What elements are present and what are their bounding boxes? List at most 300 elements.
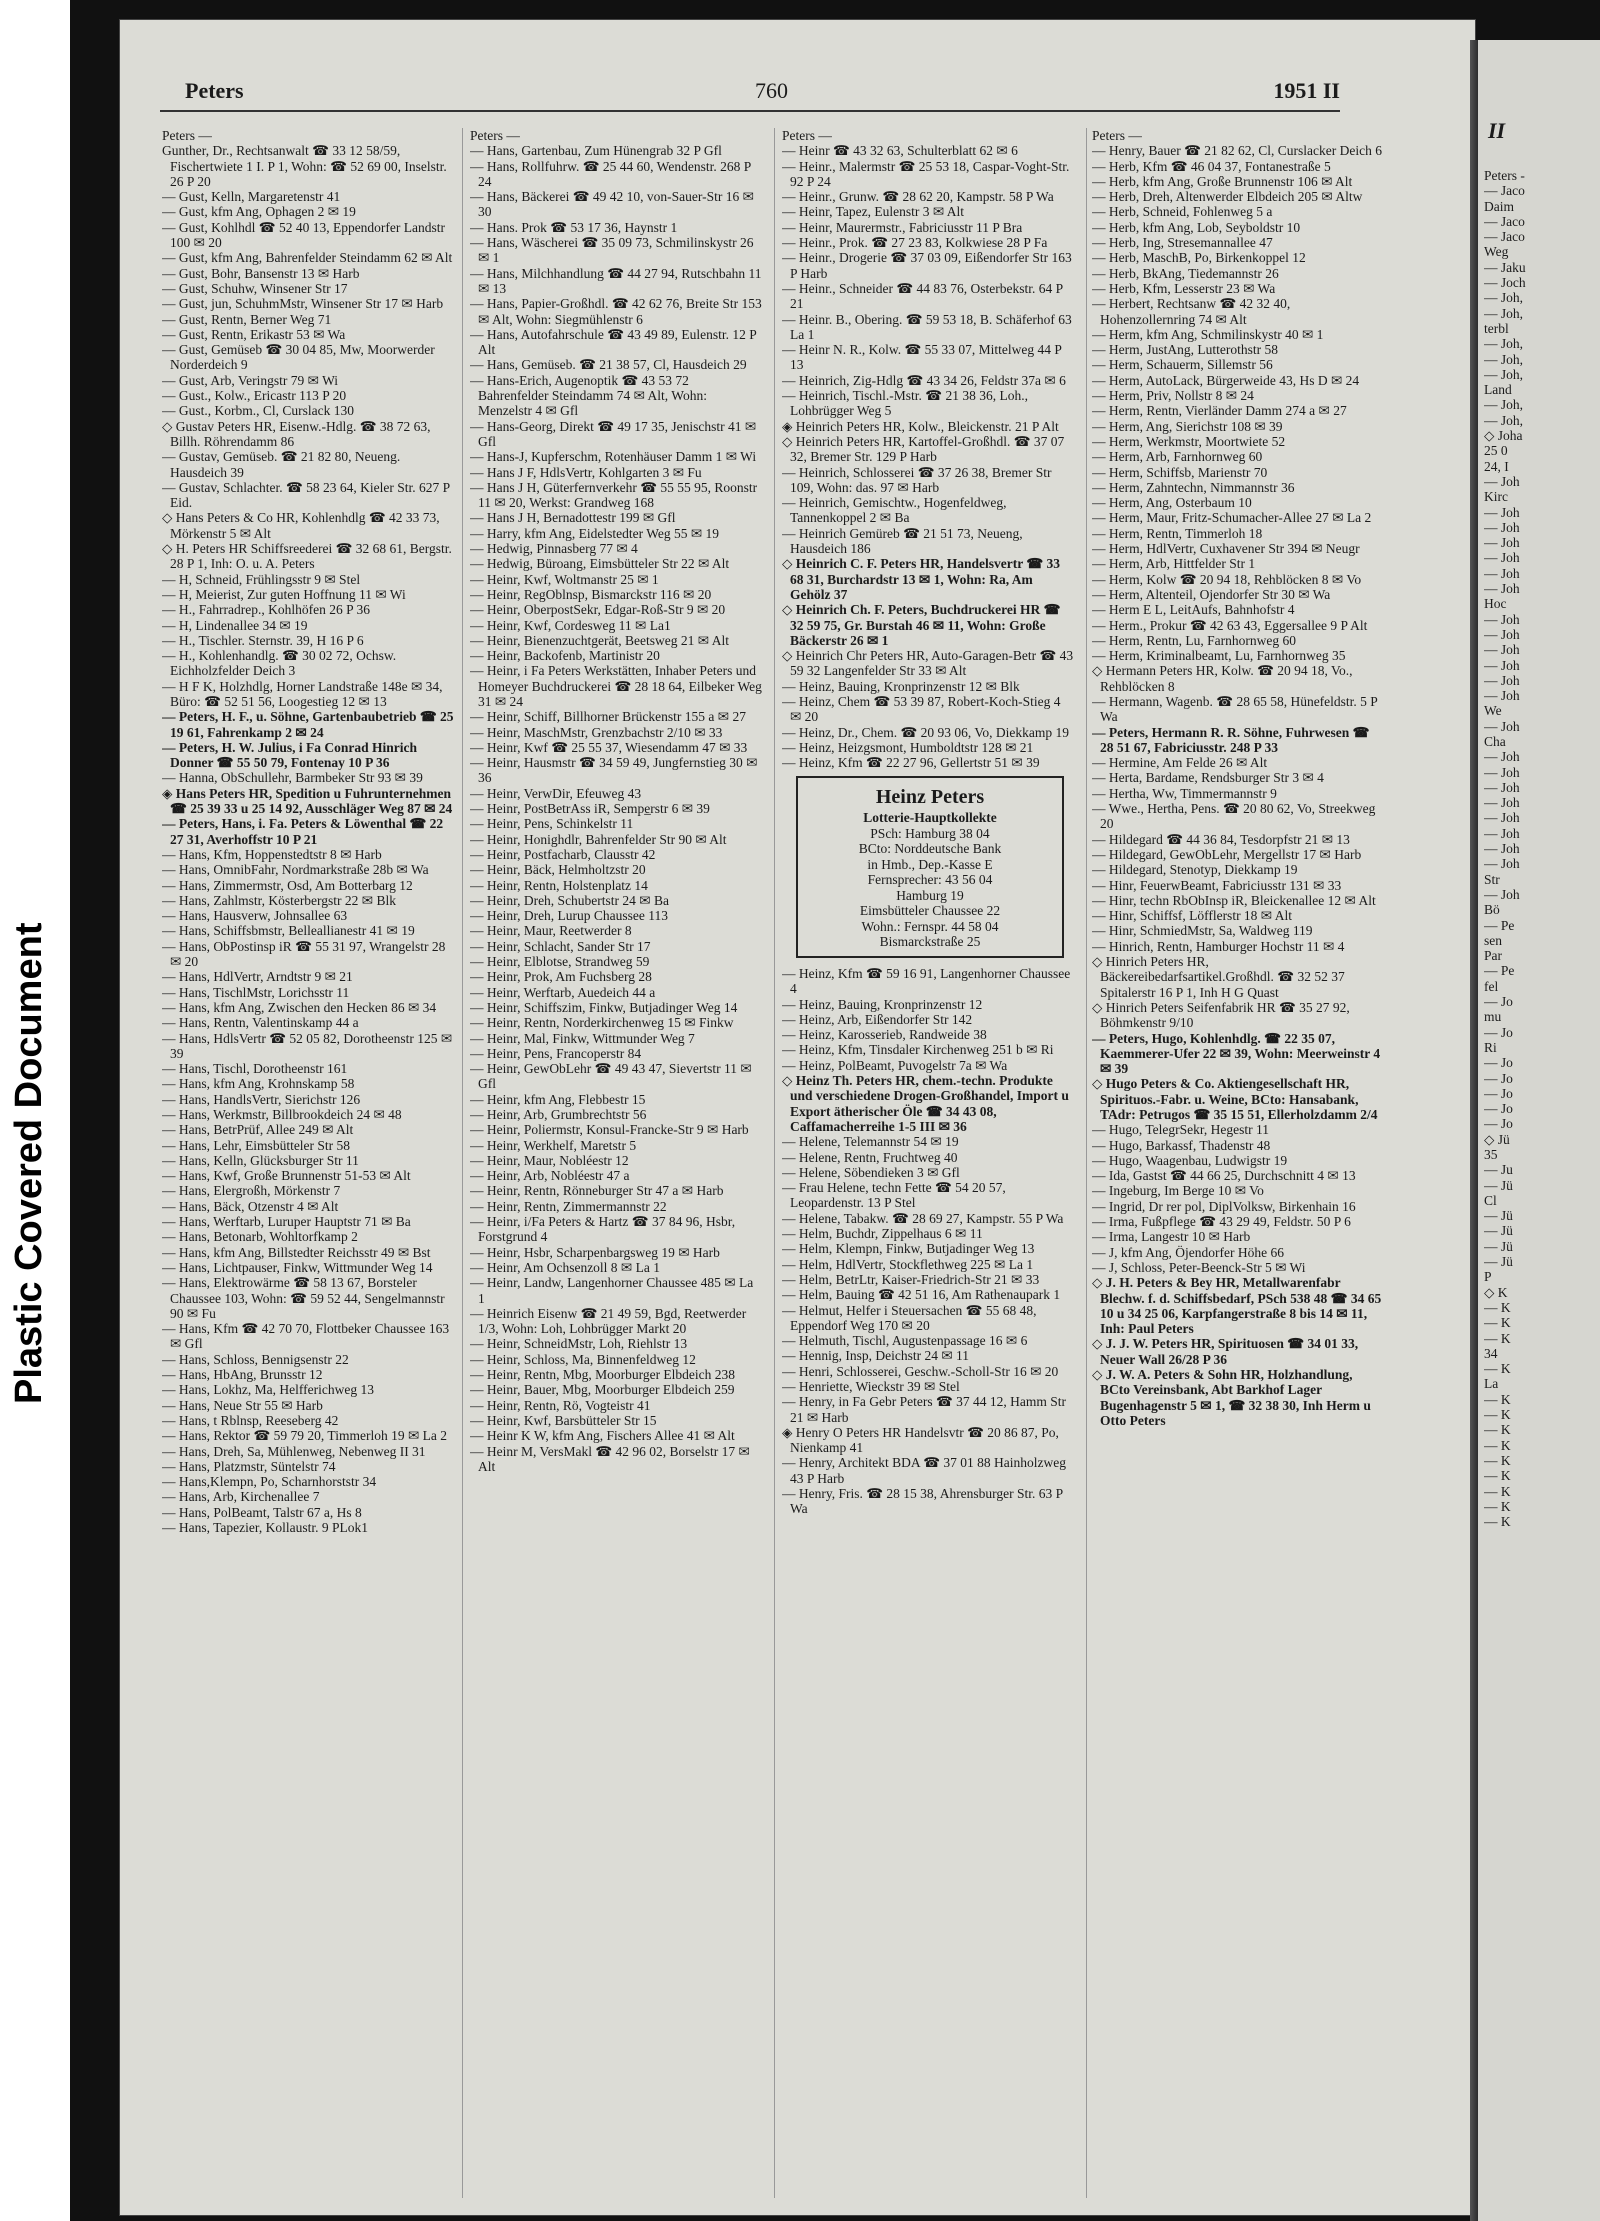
directory-entry: — Ingeburg, Im Berge 10 ✉ Vo — [1092, 1183, 1264, 1199]
right-page-fragment: — Joh — [1484, 764, 1520, 780]
directory-entry: — H, Lindenallee 34 ✉ 19 — [162, 617, 308, 633]
right-page-fragment: — K — [1484, 1468, 1511, 1484]
right-page-fragment: Peters - — [1484, 168, 1525, 183]
directory-entry: — Gust, kfm Ang, Ophagen 2 ✉ 19 — [162, 204, 356, 220]
directory-entry: — Heinr, Maur, Nobléestr 12 — [470, 1152, 629, 1168]
right-page-fragment: — K — [1484, 1514, 1511, 1530]
directory-entry: — Helm, Klempn, Finkw, Butjadinger Weg 13 — [782, 1241, 1035, 1257]
directory-entry: — Heinr, Am Ochsenzoll 8 ✉ La 1 — [470, 1259, 660, 1275]
directory-entry: — Hugo, TelegrSekr, Hegestr 11 — [1092, 1122, 1269, 1138]
directory-entry: — Peters, Hermann R. R. Söhne, Fuhrwesen ☎ 28 51 67, Fabriciusstr. 248 P 33 — [1092, 724, 1370, 755]
directory-entry: — Heinr, Honighdlr, Bahrenfelder Str 90 ✉ Alt — [470, 831, 727, 847]
directory-entry: — Hans J H, Bernadottestr 199 ✉ Gfl — [470, 510, 676, 526]
directory-entry: — Hans-J, Kupferschm, Rotenhäuser Damm 1 ✉ Wi — [470, 449, 757, 465]
right-page-fragment: sen — [1484, 932, 1502, 948]
directory-entry: — Peters, Hugo, Kohlenhdlg. ☎ 22 35 07, Kaemmerer-Ufer 22 ✉ 39, Wohn: Meerweinstr 4 ✉ 39 — [1092, 1030, 1381, 1077]
right-page-fragment: terbl — [1484, 320, 1509, 336]
directory-entry: — Hedwig, Büroang, Eimsbütteler Str 22 ✉ Alt — [470, 556, 730, 572]
directory-entry: — Hans, Hausverw, Johnsallee 63 — [162, 908, 348, 924]
right-page-fragment: — Jü — [1484, 1208, 1513, 1224]
directory-entry: — Herm, Kriminalbeamt, Lu, Farnhornweg 35 — [1092, 648, 1346, 664]
directory-entry: — Helm, BetrLtr, Kaiser-Friedrich-Str 21 ✉ 33 — [782, 1271, 1040, 1287]
directory-entry: — Hans, Arb, Kirchenallee 7 — [162, 1489, 320, 1505]
directory-entry: ◇ Hermann Peters HR, Kolw. ☎ 20 94 18, Vo., Rehblöcken 8 — [1092, 663, 1353, 694]
directory-entry: — Heinr, i/Fa Peters & Hartz ☎ 37 84 96, Hsbr, Forstgrund 4 — [470, 1214, 736, 1245]
directory-entry: — Hans, Platzmstr, Süntelstr 74 — [162, 1458, 336, 1474]
directory-entry: — Herb, Kfm, Lesserstr 23 ✉ Wa — [1092, 280, 1276, 296]
directory-entry: — Herm, Altenteil, Ojendorfer Str 30 ✉ Wa — [1092, 586, 1331, 602]
directory-entry: — Hennig, Insp, Deichstr 24 ✉ 11 — [782, 1348, 970, 1364]
directory-entry: — Gust, jun, SchuhmMstr, Winsener Str 17 ✉ Harb — [162, 296, 444, 312]
directory-entry: — Hans, HbAng, Brunsstr 12 — [162, 1367, 323, 1383]
directory-entry: — Heinr, Rentn, Holstenplatz 14 — [470, 877, 648, 893]
right-page-fragment: — Jo — [1484, 1085, 1513, 1101]
ad-line: in Hmb., Dep.-Kasse E — [867, 856, 993, 872]
directory-entry: — H., Kohlenhandlg. ☎ 30 02 72, Ochsw. Eichholzfelder Deich 3 — [162, 648, 397, 679]
directory-entry: — Hans, Werftarb, Luruper Hauptstr 71 ✉ Ba — [162, 1214, 411, 1230]
directory-entry: — Heinr, Tapez, Eulenstr 3 ✉ Alt — [782, 204, 965, 220]
directory-entry: — Herm, kfm Ang, Schmilinskystr 40 ✉ 1 — [1092, 326, 1324, 342]
right-page-fragment: — Jo — [1484, 994, 1513, 1010]
directory-entry: — Heinr, Werftarb, Auedeich 44 a — [470, 984, 656, 1000]
directory-entry: — Helene, Rentn, Fruchtweg 40 — [782, 1149, 958, 1165]
right-page-fragment: — Ju — [1484, 1162, 1513, 1178]
directory-entry: ◇ Hugo Peters & Co. Aktiengesellschaft HR, Spirituos.-Fabr. u. Weine, BCto: Hansabank, TAdr: Petrugos ☎ 35 15 51, Ellerholzdamm 2/4 — [1092, 1076, 1378, 1122]
column-divider — [774, 128, 775, 2198]
directory-entry: — Hinr, FeuerwBeamt, Fabriciusstr 131 ✉ 33 — [1092, 877, 1342, 893]
right-page-fragment: — Jü — [1484, 1254, 1513, 1270]
header-surname: Peters — [185, 78, 244, 103]
directory-entry: — Herm, Rentn, Lu, Farnhornweg 60 — [1092, 632, 1296, 648]
directory-entry: — Heinr, Pens, Francoperstr 84 — [470, 1045, 642, 1061]
directory-entry: — Ingrid, Dr rer pol, DiplVolksw, Birkenhain 16 — [1092, 1198, 1356, 1214]
directory-entry: — Hans, Milchhandlung ☎ 44 27 94, Rutschbahn 11 ✉ 13 — [470, 265, 762, 296]
directory-entry: — Helm, Buchdr, Zippelhaus 6 ✉ 11 — [782, 1226, 983, 1242]
right-page-fragment: 35 — [1484, 1147, 1498, 1162]
right-page-fragment: — Joh — [1484, 565, 1520, 581]
directory-entry: — Heinr, PostBetrAss iR, Sempe̲rstr 6 ✉ 39 — [470, 801, 710, 817]
directory-entry: — Gust, Kelln, Margaretenstr 41 — [162, 189, 341, 205]
right-page-fragment: — Joh — [1484, 856, 1520, 872]
ad-subtitle: Lotterie-Hauptkollekte — [863, 810, 997, 826]
directory-entry: ◈ Hans Peters HR, Spedition u Fuhrunternehmen ☎ 25 39 33 u 25 14 92, Ausschläger Weg 87 ✉ 24 — [162, 785, 453, 817]
right-page-fragment: — Joch — [1484, 275, 1526, 291]
directory-entry: — Hans. Prok ☎ 53 17 36, Haynstr 1 — [470, 219, 678, 235]
directory-entry: — Wwe., Hertha, Pens. ☎ 20 80 62, Vo, Streekweg 20 — [1092, 801, 1376, 832]
directory-entry: — Gust., Kolw., Ericastr 113 P 20 — [162, 388, 347, 404]
directory-entry: — Hans, Dreh, Sa, Mühlenweg, Nebenweg II 31 — [162, 1443, 426, 1459]
right-page-fragment: — Joh — [1484, 749, 1520, 765]
right-page-fragment: Weg — [1484, 244, 1509, 260]
directory-entry: — Hans, Elektrowärme ☎ 58 13 67, Borsteler Chaussee 103, Wohn: ☎ 59 52 44, Sengelmannstr 90 ✉ Fu — [162, 1275, 445, 1321]
directory-entry: — Peters, Hans, i. Fa. Peters & Löwenthal ☎ 22 27 31, Averhoffstr 10 P 21 — [162, 816, 444, 847]
right-page-fragment: — Pe — [1484, 917, 1515, 933]
right-page-fragment: — Pe — [1484, 963, 1515, 979]
right-page-fragment: — Joh, — [1484, 351, 1524, 367]
directory-entry: ◇ J. W. A. Peters & Sohn HR, Holzhandlung, BCto Vereinsbank, Abt Barkhof Lager Bugenhagenstr 5 ✉ 1, ☎ 32 38 30, Inh Herm u Otto Peters — [1092, 1367, 1371, 1428]
directory-entry: — Herm, HdlVertr, Cuxhavener Str 394 ✉ Neugr — [1092, 541, 1360, 557]
ad-line: Fernsprecher: 43 56 04 — [867, 872, 993, 888]
directory-entry: — H, Meierist, Zur guten Hoffnung 11 ✉ Wi — [162, 586, 406, 602]
directory-entry: — Heinr, Maurermstr., Fabriciusstr 11 P Bra — [782, 219, 1023, 235]
directory-entry: — Heinr, Kwf, Woltmanstr 25 ✉ 1 — [470, 571, 659, 587]
right-page-fragment: — Joh — [1484, 626, 1520, 642]
directory-entry: — Herm, Werkmstr, Moortwiete 52 — [1092, 433, 1286, 449]
directory-entry: — Hans,Klempn, Po, Scharnhorststr 34 — [162, 1474, 377, 1490]
directory-entry: — Herm, Priv, Nollstr 8 ✉ 24 — [1092, 388, 1254, 404]
right-page-fragment: — K — [1484, 1299, 1511, 1315]
right-page-fragment: — Joh — [1484, 886, 1520, 902]
ad-title: Heinz Peters — [875, 786, 985, 809]
right-page-fragment: — Joh — [1484, 688, 1520, 704]
right-page-fragment: — K — [1484, 1437, 1511, 1453]
directory-entry: — Hans, t Rblnsp, Reeseberg 42 — [162, 1412, 339, 1428]
directory-entry: — Hildegard ☎ 44 36 84, Tesdorpfstr 21 ✉ 13 — [1092, 831, 1350, 847]
directory-entry: — Hans J H, Güterfernverkehr ☎ 55 55 95, Roonstr 11 ✉ 20, Werkst: Grandweg 168 — [470, 479, 758, 511]
directory-entry: — Henry, Fris. ☎ 28 15 38, Ahrensburger Str. 63 P Wa — [782, 1486, 1063, 1517]
advertisement-box — [796, 776, 1064, 958]
directory-entry: — Heinr, Dreh, Schubertstr 24 ✉ Ba — [470, 892, 669, 908]
directory-entry: — Heinr N. R., Kolw. ☎ 55 33 07, Mittelweg 44 P 13 — [782, 342, 1062, 373]
right-page-fragment: — Jaco — [1484, 183, 1525, 199]
directory-entry: ◈ Heinrich Peters HR, Kolw., Bleickenstr. 21 P Alt — [782, 418, 1059, 434]
right-page-fragment: Cl — [1484, 1192, 1497, 1208]
directory-entry: — Hermann, Wagenb. ☎ 28 65 58, Hünefeldstr. 5 P Wa — [1092, 693, 1378, 725]
page-number: 760 — [755, 78, 788, 103]
directory-entry: — Hans, Gemüseb. ☎ 21 38 57, Cl, Hausdeich 29 — [470, 357, 747, 373]
directory-entry: ◇ H. Peters HR Schiffsreederei ☎ 32 68 61, Bergstr. 28 P 1, Inh: O. u. A. Peters — [162, 541, 452, 572]
directory-entry: — Heinz, Kfm ☎ 22 27 96, Gellertstr 51 ✉ 39 — [782, 755, 1040, 771]
directory-entry: — Herm, Kolw ☎ 20 94 18, Rehblöcken 8 ✉ Vo — [1092, 571, 1362, 587]
directory-entry: — Heinr, Prok, Am Fuchsberg 28 — [470, 969, 652, 985]
directory-entry: — Hans, Papier-Großhdl. ☎ 42 62 76, Breite Str 153 ✉ Alt, Wohn: Siegmühlenstr 6 — [470, 296, 762, 327]
right-page-fragment: 34 — [1484, 1345, 1498, 1361]
directory-entry: — Herb, Kfm ☎ 46 04 37, Fontanestraße 5 — [1092, 158, 1331, 174]
directory-entry: Peters — — [1092, 128, 1142, 143]
directory-entry: ◇ Hinrich Peters HR, Bäckereibedarfsartikel.Großhdl. ☎ 32 52 37 Spitalerstr 16 P 1, Inh H G Quast — [1092, 954, 1345, 1000]
directory-entry: — Hinr, SchmiedMstr, Sa, Waldweg 119 — [1092, 923, 1313, 939]
ad-line: BCto: Norddeutsche Bank — [858, 841, 1002, 857]
directory-entry: — Hans, Autofahrschule ☎ 43 49 89, Eulenstr. 12 P Alt — [470, 326, 757, 358]
directory-entry: — Heinrich, Gemischtw., Hogenfeldweg, Tannenkoppel 2 ✉ Ba — [782, 495, 1007, 526]
directory-entry: — Hans, ObPostinsp iR ☎ 55 31 97, Wrangelstr 28 ✉ 20 — [162, 938, 446, 970]
directory-entry: — Irma, Fußpflege ☎ 43 29 49, Feldstr. 50 P 6 — [1092, 1214, 1351, 1230]
ad-lines — [806, 826, 1054, 950]
right-page-fragment: — K — [1484, 1422, 1511, 1438]
directory-entry: — Heinr, MaschMstr, Grenzbachstr 2/10 ✉ 33 — [470, 724, 723, 740]
directory-entry: — Heinr, Dreh, Lurup Chaussee 113 — [470, 908, 669, 924]
directory-entry: — Heinr, Hausmstr ☎ 34 59 49, Jungfernstieg 30 ✉ 36 — [470, 755, 758, 786]
right-page-fragment: mu — [1484, 1009, 1502, 1025]
right-page-fragment: — K — [1484, 1407, 1511, 1423]
directory-entry: Gunther, Dr., Rechtsanwalt ☎ 33 12 58/59, Fischertwiete 1 I. P 1, Wohn: ☎ 52 69 00, Inselstr. 26 P 20 — [162, 143, 447, 189]
right-page-fragment: — Joh, — [1484, 290, 1524, 306]
directory-entry: — Ida, Gastst ☎ 44 66 25, Durchschnitt 4 ✉ 13 — [1092, 1168, 1356, 1184]
directory-entry: — Heinz, Kfm, Tinsdaler Kirchenweg 251 b ✉ Ri — [782, 1042, 1054, 1058]
column-2 — [470, 128, 762, 2218]
right-page-fragment: — Jo — [1484, 1055, 1513, 1071]
directory-entry: — Heinr, GewObLehr ☎ 49 43 47, Sievertstr 11 ✉ Gfl — [470, 1061, 752, 1092]
directory-entry: — Hinr, techn RbObInsp iR, Bleickenallee 12 ✉ Alt — [1092, 892, 1376, 908]
directory-entry: — Hans, Lehr, Eimsbütteler Str 58 — [162, 1137, 351, 1153]
directory-entry: — Heinr M, VersMakl ☎ 42 96 02, Borselstr 17 ✉ Alt — [470, 1443, 750, 1474]
right-page-fragment: — K — [1484, 1391, 1511, 1407]
directory-entry: — Hans, Kfm, Hoppenstedtstr 8 ✉ Harb — [162, 846, 382, 862]
directory-entry: — Hans, PolBeamt, Talstr 67 a, Hs 8 — [162, 1504, 362, 1520]
directory-entry: — Herm, Arb, Farnhornweg 60 — [1092, 449, 1263, 465]
directory-entry: — Hans, kfm Ang, Krohnskamp 58 — [162, 1076, 355, 1092]
directory-entry: — Hans, Kelln, Glücksburger Str 11 — [162, 1152, 359, 1168]
directory-entry: — Herm, Maur, Fritz-Schumacher-Allee 27 ✉ La 2 — [1092, 510, 1372, 526]
directory-entry: — Heinz, Bauing, Kronprinzenstr 12 — [782, 996, 983, 1012]
directory-entry: — Gust., Korbm., Cl, Curslack 130 — [162, 403, 354, 419]
right-page-fragment: Ri — [1484, 1039, 1497, 1055]
right-page-fragment: — Joh, — [1484, 305, 1524, 321]
right-page-fragment: — Joh, — [1484, 366, 1524, 382]
column-3-top — [782, 128, 1074, 770]
directory-entry: — Gust, Arb, Veringstr 79 ✉ Wi — [162, 372, 339, 388]
directory-entry: — Hermine, Am Felde 26 ✉ Alt — [1092, 755, 1268, 771]
directory-entry: — Heinr, i Fa Peters Werkstätten, Inhaber Peters und Homeyer Buchdruckerei ☎ 28 18 64, Eilbeker Weg 31 ✉ 24 — [470, 663, 762, 709]
column-4 — [1092, 128, 1384, 2218]
directory-entry: ◇ Heinrich Chr Peters HR, Auto-Garagen-Betr ☎ 43 59 32 Langenfelder Str 33 ✉ Alt — [782, 648, 1074, 679]
directory-entry: — Heinr, Rentn, Rö, Vogteistr 41 — [470, 1397, 651, 1413]
directory-entry: — Helm, Bauing ☎ 42 51 16, Am Rathenaupark 1 — [782, 1287, 1061, 1303]
directory-entry: — Herb, kfm Ang, Lob, Seyboldstr 10 — [1092, 219, 1301, 235]
right-page-fragment: — K — [1484, 1483, 1511, 1499]
right-page-fragment: Bö — [1484, 902, 1500, 918]
directory-entry: Peters — — [470, 128, 520, 143]
directory-entry: — Heinr., Malermstr ☎ 25 53 18, Caspar-Voght-Str. 92 P 24 — [782, 158, 1070, 189]
directory-entry: — Heinr, Schloss, Ma, Binnenfeldweg 12 — [470, 1351, 696, 1367]
directory-entry: — Helmuth, Tischl, Augustenpassage 16 ✉ 6 — [782, 1333, 1028, 1349]
right-page-fragment: — Joh — [1484, 504, 1520, 520]
ad-line: Hamburg 19 — [896, 887, 964, 903]
directory-entry: — Irma, Langestr 10 ✉ Harb — [1092, 1229, 1251, 1245]
right-page-fragment: — Joh — [1484, 841, 1520, 857]
directory-entry: — Herm., Prokur ☎ 42 63 43, Eggersallee 9 P Alt — [1092, 617, 1368, 633]
directory-entry: — Heinz, Dr., Chem. ☎ 20 93 06, Vo, Diekkamp 19 — [782, 724, 1070, 740]
directory-entry: — Herm E L, LeitAufs, Bahnhofstr 4 — [1092, 602, 1295, 618]
directory-entry: ◈ Henry O Peters HR Handelsvtr ☎ 20 86 87, Po, Nienkamp 41 — [782, 1424, 1059, 1456]
directory-entry: — Heinr, Kwf, Cordesweg 11 ✉ La1 — [470, 617, 671, 633]
directory-entry: — Heinr, Postfacharb, Clausstr 42 — [470, 846, 656, 862]
directory-entry: — Heinr ☎ 43 32 63, Schulterblatt 62 ✉ 6 — [782, 143, 1018, 159]
directory-entry: — Hans, Zimmermstr, Osd, Am Botterbarg 12 — [162, 877, 413, 893]
directory-entry: — Heinr, Kwf, Barsbütteler Str 15 — [470, 1412, 657, 1428]
directory-entry: — Heinr., Grunw. ☎ 28 62 20, Kampstr. 58 P Wa — [782, 189, 1054, 205]
right-page-fragment: La — [1484, 1376, 1499, 1392]
right-page-fragment: — Joh — [1484, 611, 1520, 627]
right-page-fragment: — Joh — [1484, 825, 1520, 841]
right-page-fragment: — Jaco — [1484, 213, 1525, 229]
directory-entry: — Herm, AutoLack, Bürgerweide 43, Hs D ✉ 24 — [1092, 372, 1360, 388]
directory-entry: — Heinz, Arb, Eißendorfer Str 142 — [782, 1011, 973, 1027]
right-page-fragment: — Joh, — [1484, 336, 1524, 352]
right-page-fragment: — Jaco — [1484, 229, 1525, 245]
directory-entry: — Hans, Werkmstr, Billbrookdeich 24 ✉ 48 — [162, 1107, 402, 1122]
right-page-fragment: — Joh, — [1484, 397, 1524, 413]
directory-entry: — Heinz, Karosserieb, Randweide 38 — [782, 1027, 987, 1043]
directory-entry: — Heinr, OberpostSekr, Edgar-Roß-Str 9 ✉ 20 — [470, 602, 726, 618]
right-page-column — [1484, 168, 1600, 2221]
directory-entry: — Hildegard, Stenotyp, Diekkamp 19 — [1092, 862, 1298, 878]
directory-entry: — Henry, Architekt BDA ☎ 37 01 88 Hainholzweg 43 P Harb — [782, 1455, 1067, 1486]
directory-entry: — Gust, Schuhw, Winsener Str 17 — [162, 280, 348, 296]
directory-entry: — Heinz, Kfm ☎ 59 16 91, Langenhorner Chaussee 4 — [782, 965, 1071, 997]
directory-entry: — Henry, in Fa Gebr Peters ☎ 37 44 12, Hamm Str 21 ✉ Harb — [782, 1394, 1067, 1425]
right-page-fragment: — Jü — [1484, 1238, 1513, 1254]
page-header — [185, 72, 1340, 112]
directory-entry: — Helmut, Helfer i Steuersachen ☎ 55 68 48, Eppendorf Weg 170 ✉ 20 — [782, 1302, 1037, 1333]
directory-entry: — Herm, Ang, Osterbaum 10 — [1092, 495, 1252, 511]
right-page-fragment: — Joh — [1484, 642, 1520, 658]
directory-entry: — Heinr, Poliermstr, Konsul-Francke-Str 9 ✉ Harb — [470, 1122, 749, 1138]
directory-entry: — Hugo, Barkassf, Thadenstr 48 — [1092, 1137, 1271, 1153]
directory-entry: ◇ Heinz Th. Peters HR, chem.-techn. Produkte und verschiedene Drogen-Großhandel, Import u Export ätherischer Öle ☎ 34 43 08, Caffamacherreihe 1-5 III ✉ 36 — [782, 1073, 1069, 1134]
right-page-fragment: — Joh — [1484, 718, 1520, 734]
right-page-fragment: — Joh — [1484, 473, 1520, 489]
directory-entry: — Hans, Lokhz, Ma, Helfferichweg 13 — [162, 1382, 374, 1398]
directory-entry: ◇ Hinrich Peters Seifenfabrik HR ☎ 35 27 92, Böhmkenstr 9/10 — [1092, 999, 1350, 1031]
directory-entry: — Heinr, Schiffszim, Finkw, Butjadinger Weg 14 — [470, 999, 738, 1015]
right-page-fragment: — Joh — [1484, 779, 1520, 795]
directory-entry: — Heinz, Chem ☎ 53 39 87, Robert-Koch-Stieg 4 ✉ 20 — [782, 693, 1061, 725]
directory-entry: — Heinz, Heizgsmont, Humboldtstr 128 ✉ 21 — [782, 739, 1034, 755]
directory-entry: — Hans, Rektor ☎ 59 79 20, Timmerloh 19 ✉ La 2 — [162, 1428, 447, 1444]
ad-line: Eimsbütteler Chaussee 22 — [859, 903, 1001, 919]
right-page-fragment: fel — [1484, 978, 1499, 994]
directory-entry: — Heinr, Schiff, Billhorner Brückenstr 155 a ✉ 27 — [470, 709, 746, 725]
directory-entry: — H., Tischler. Sternstr. 39, H 16 P 6 — [162, 632, 364, 648]
directory-entry: — Heinr., Prok. ☎ 27 23 83, Kolkwiese 28 P Fa — [782, 235, 1048, 251]
directory-entry: — Hans, Bäck, Otzenstr 4 ✉ Alt — [162, 1198, 339, 1214]
directory-entry: — Heinrich, Zig-Hdlg ☎ 43 34 26, Feldstr 37a ✉ 6 — [782, 372, 1066, 388]
directory-entry: — Heinr., Schneider ☎ 44 83 76, Osterbekstr. 64 P 21 — [782, 280, 1063, 312]
directory-entry: — Hans, OmnibFahr, Nordmarkstraße 28b ✉ Wa — [162, 862, 429, 878]
directory-entry: ◇ Gustav Peters HR, Eisenw.-Hdlg. ☎ 38 72 63, Billh. Röhrendamm 86 — [162, 418, 431, 449]
directory-entry: — Henriette, Wieckstr 39 ✉ Stel — [782, 1378, 960, 1394]
right-page-fragment: Hoc — [1484, 596, 1507, 612]
directory-entry: — Hans J F, HdlsVertr, Kohlgarten 3 ✉ Fu — [470, 464, 702, 480]
directory-entry: — Heinr, Rentn, Zimmermannstr 22 — [470, 1198, 667, 1214]
directory-entry: — Heinr, Schlacht, Sander Str 17 — [470, 938, 651, 954]
directory-entry: — Helm, HdlVertr, Stockflethweg 225 ✉ La 1 — [782, 1256, 1034, 1272]
directory-entry: — Hanna, ObSchullehr, Barmbeker Str 93 ✉ 39 — [162, 770, 423, 786]
directory-entry: — Gustav, Schlachter. ☎ 58 23 64, Kieler Str. 627 P Eid. — [162, 479, 450, 511]
right-page-fragment: — Jaku — [1484, 259, 1526, 275]
right-page-fragment: — K — [1484, 1452, 1511, 1468]
directory-entry: — Gust, Kohlhdl ☎ 52 40 13, Eppendorfer Landstr 100 ✉ 20 — [162, 219, 446, 251]
directory-entry: — Hans, kfm Ang, Billstedter Reichsstr 49 ✉ Bst — [162, 1244, 431, 1260]
right-page-fragment: — K — [1484, 1361, 1511, 1377]
header-rule — [160, 110, 1340, 112]
directory-entry: — Heinr., Drogerie ☎ 37 03 09, Eißendorfer Str 163 P Harb — [782, 250, 1072, 281]
directory-entry: — Henri, Schlosserei, Geschw.-Scholl-Str 16 ✉ 20 — [782, 1363, 1059, 1379]
directory-entry: — Herb, Dreh, Altenwerder Elbdeich 205 ✉ Altw — [1092, 189, 1363, 205]
directory-entry: — Heinr, Mal, Finkw, Wittmunder Weg 7 — [470, 1030, 695, 1046]
directory-entry: — Helene, Tabakw. ☎ 28 69 27, Kampstr. 55 P Wa — [782, 1210, 1064, 1226]
right-page-fragment: — Jo — [1484, 1116, 1513, 1132]
ad-line: Bismarckstraße 25 — [879, 934, 981, 950]
directory-entry: — Heinrich Gemüreb ☎ 21 51 73, Neueng, Hausdeich 186 — [782, 525, 1023, 557]
column-3 — [782, 128, 1074, 2218]
right-page-fragment: — Jü — [1484, 1223, 1513, 1239]
directory-entry: — Heinr, Bienenzuchtgerät, Beetsweg 21 ✉ Alt — [470, 632, 729, 648]
directory-entry: — Heinr, Maur, Reetwerder 8 — [470, 923, 632, 939]
right-page-fragment: — Joh — [1484, 672, 1520, 688]
directory-entry: — Gust, Rentn, Erikastr 53 ✉ Wa — [162, 326, 346, 342]
right-page-fragment: — Jü — [1484, 1177, 1513, 1193]
directory-entry: ◇ Heinrich C. F. Peters HR, Handelsvertr ☎ 33 68 31, Burchardstr 13 ✉ 1, Wohn: Ra, Am Gehölz 37 — [782, 556, 1061, 602]
right-page-fragment: Daim — [1484, 198, 1514, 214]
directory-entry: ◇ J. H. Peters & Bey HR, Metallwarenfabr Blechw. f. d. Schiffsbedarf, PSch 538 48 ☎ 34 65 10 u 34 25 06, Karpfangerstraße 8 bis 14 ✉ 11, Inh: Paul Peters — [1092, 1275, 1382, 1337]
directory-entry: — H, Schneid, Frühlingsstr 9 ✉ Stel — [162, 571, 361, 587]
directory-entry: — Hans, Betonarb, Wohltorfkamp 2 — [162, 1229, 358, 1245]
directory-entry: — Hans, kfm Ang, Zwischen den Hecken 86 ✉ 34 — [162, 999, 437, 1015]
column-3-bottom — [782, 966, 1074, 1517]
directory-entry: — Herb, kfm Ang, Große Brunnenstr 106 ✉ Alt — [1092, 173, 1353, 189]
right-page-fragment: — K — [1484, 1330, 1511, 1346]
directory-entry: ◇ J. J. W. Peters HR, Spirituosen ☎ 34 01 33, Neuer Wall 26/28 P 36 — [1092, 1336, 1359, 1367]
right-page-fragment: 24, I — [1484, 458, 1509, 474]
directory-entry: — Gust, Gemüseb ☎ 30 04 85, Mw, Moorwerder Norderdeich 9 — [162, 342, 435, 373]
right-page-fragment: Cha — [1484, 733, 1506, 749]
directory-entry: — Herta, Bardame, Rendsburger Str 3 ✉ 4 — [1092, 770, 1324, 786]
directory-entry: — Gustav, Gemüseb. ☎ 21 82 80, Neueng. Hausdeich 39 — [162, 449, 401, 480]
directory-entry: — Herm, Arb, Hittfelder Str 1 — [1092, 556, 1256, 572]
directory-entry: — Hans, Elergroßh, Mörkenstr 7 — [162, 1183, 341, 1199]
directory-entry: — Frau Helene, techn Fette ☎ 54 20 57, Leopardenstr. 13 P Stel — [782, 1180, 1006, 1211]
ad-line: Wohn.: Fernspr. 44 58 04 — [861, 918, 999, 934]
directory-entry: — Hugo, Waagenbau, Ludwigstr 19 — [1092, 1152, 1288, 1168]
column-divider — [462, 128, 463, 2198]
directory-entry: — Heinr, Elblotse, Strandweg 59 — [470, 954, 650, 970]
right-page-fragment: — Joh — [1484, 519, 1520, 535]
directory-entry: — Heinr, Werkhelf, Maretstr 5 — [470, 1137, 637, 1153]
directory-entry: — Hinrich, Rentn, Hamburger Hochstr 11 ✉ 4 — [1092, 938, 1345, 954]
right-page-fragment: Par — [1484, 948, 1502, 964]
directory-entry: — Heinr, Bauer, Mbg, Moorburger Elbdeich 259 — [470, 1382, 735, 1398]
directory-entry: — Hans, Schloss, Bennigsenstr 22 — [162, 1351, 349, 1367]
directory-entry: — Henry, Bauer ☎ 21 82 62, Cl, Curslacker Deich 6 — [1092, 143, 1382, 159]
right-page-fragment: ◇ Jü — [1484, 1131, 1510, 1147]
directory-entry: — Hans, Gartenbau, Zum Hünengrab 32 P Gfl — [470, 143, 722, 159]
directory-entry: — Hans-Georg, Direkt ☎ 49 17 35, Jenischstr 41 ✉ Gfl — [470, 418, 757, 449]
right-page — [1478, 40, 1600, 2221]
right-page-fragment: Kirc — [1484, 489, 1508, 505]
directory-entry: — Hertha, Ww, Timmermannstr 9 — [1092, 785, 1277, 801]
side-label — [8, 1338, 28, 1410]
directory-entry: — Herm, Ang, Sierichstr 108 ✉ 39 — [1092, 418, 1283, 434]
directory-entry: — Hans-Erich, Augenoptik ☎ 43 53 72 Bahrenfelder Steindamm 74 ✉ Alt, Wohn: Menzelstr 4 ✉ Gfl — [470, 372, 707, 419]
directory-entry: — Heinr K W, kfm Ang, Fischers Allee 41 ✉ Alt — [470, 1428, 735, 1444]
directory-entry: — Hans, Kfm ☎ 42 70 70, Flottbeker Chaussee 163 ✉ Gfl — [162, 1321, 450, 1352]
directory-entry: — Hans, Rollfuhrw. ☎ 25 44 60, Wendenstr. 268 P 24 — [470, 158, 751, 189]
directory-entry: — Herm, Rentn, Vierländer Damm 274 a ✉ 27 — [1092, 403, 1347, 419]
column-1 — [162, 128, 454, 2218]
directory-entry: — Heinr, Backofenb, Martinistr 20 — [470, 648, 660, 664]
directory-entry: — Heinr, Pens, Schinkelstr 11 — [470, 816, 634, 832]
directory-entry: — Hans, HandlsVertr, Sierichstr 126 — [162, 1091, 361, 1107]
directory-entry: Peters — — [162, 128, 212, 143]
right-page-fragment: 25 0 — [1484, 443, 1508, 459]
right-page-fragment: — Joh — [1484, 550, 1520, 566]
directory-entry: — Hans, Lichtpauser, Finkw, Wittmunder Weg 14 — [162, 1259, 433, 1275]
directory-entry: — Hans, Neue Str 55 ✉ Harb — [162, 1397, 323, 1413]
header-year-volume: 1951 II — [1273, 78, 1340, 103]
right-page-fragment: — Joh — [1484, 657, 1520, 673]
